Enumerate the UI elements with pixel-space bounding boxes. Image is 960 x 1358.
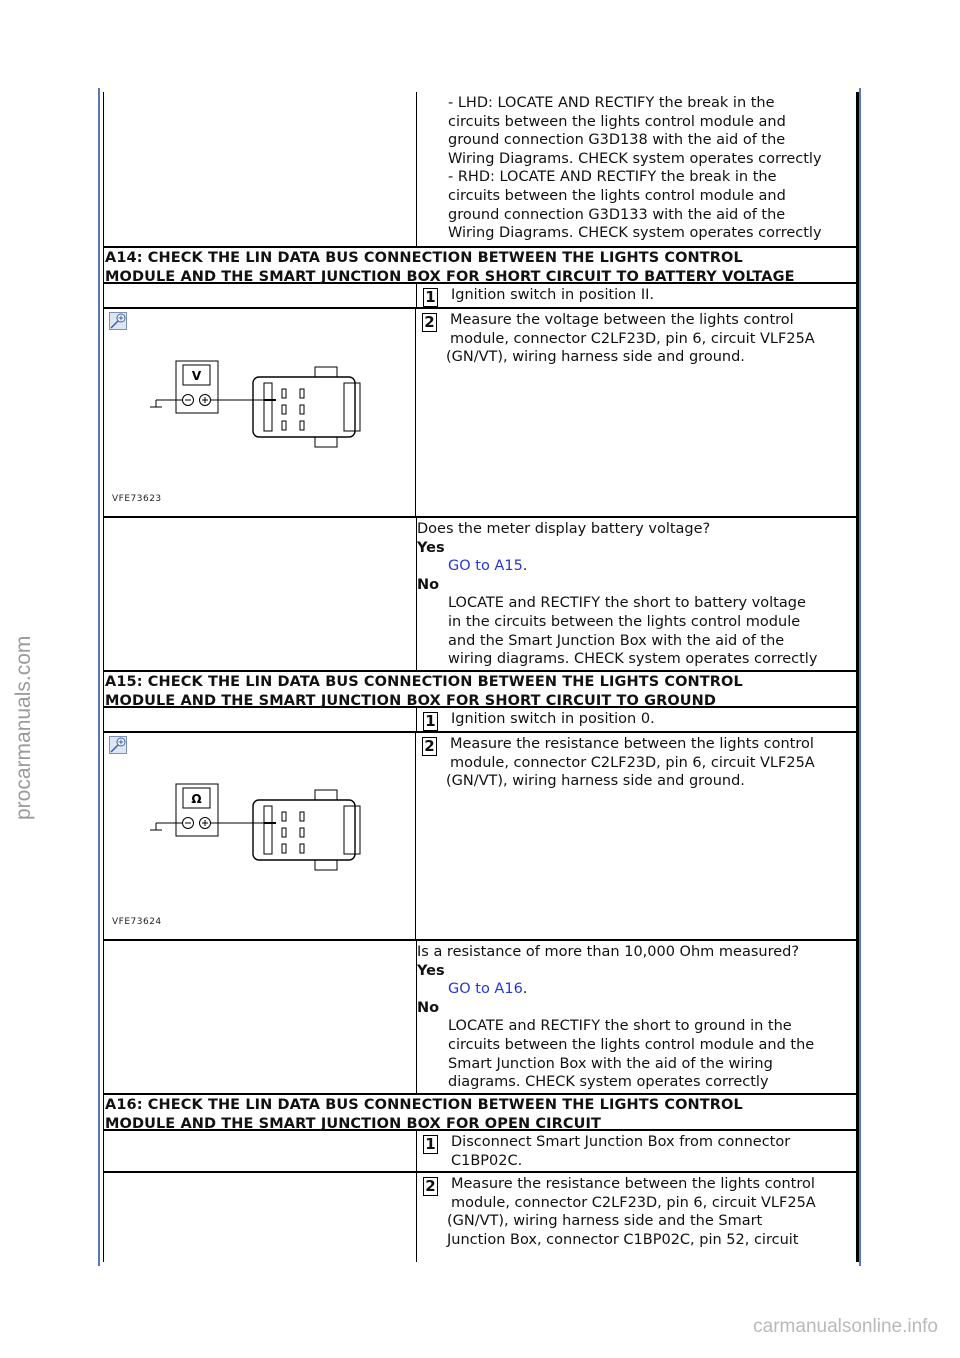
a15-question: Is a resistance of more than 10,000 Ohm measured? xyxy=(417,944,800,960)
a15-question-row: Is a resistance of more than 10,000 Ohm measured? Yes GO to A16. No LOCATE and RECTIFY the short to ground in the circuits between the lights control module and the Smart Junction Box with the aid of the wiring diagrams. CHECK system operates correctly xyxy=(104,941,856,1093)
step-number: 2 xyxy=(422,737,437,756)
a15-heading xyxy=(104,670,856,708)
yes-label: Yes xyxy=(417,962,445,979)
step-number: 1 xyxy=(423,1135,438,1154)
voltmeter-connector-diagram xyxy=(104,309,415,518)
intro-line: circuits between the lights control module and xyxy=(448,113,786,130)
intro-row xyxy=(104,92,856,246)
a16-heading-line2: MODULE AND THE SMART JUNCTION BOX FOR OPEN CIRCUIT xyxy=(105,1116,601,1132)
figure-id: VFE73623 xyxy=(112,494,162,504)
side-watermark: procarmanuals.com xyxy=(12,635,35,820)
step-number: 1 xyxy=(423,288,438,307)
document-table xyxy=(103,92,859,1262)
step-number: 2 xyxy=(423,1177,438,1196)
a16-step2-row xyxy=(104,1173,856,1262)
right-margin-rule xyxy=(859,88,861,1266)
step-number: 1 xyxy=(423,712,438,731)
a14-step2-text: Measure the voltage between the lights control module, connector C2LF23D, pin 6, circuit VLF25A (GN/VT), wiring harness side and ground. xyxy=(446,312,815,366)
intro-line: - RHD: LOCATE AND RECTIFY the break in the xyxy=(448,169,777,186)
a14-question: Does the meter display battery voltage? xyxy=(417,521,711,537)
left-margin-rule xyxy=(98,88,100,1266)
intro-line: Wiring Diagrams. CHECK system operates correctly xyxy=(448,150,822,167)
a16-heading xyxy=(104,1093,856,1131)
a15-figure xyxy=(104,733,415,939)
no-label: No xyxy=(417,999,440,1016)
a15-step2-row xyxy=(104,733,856,941)
a15-step1-text: Ignition switch in position 0. xyxy=(451,711,655,727)
ohmmeter-connector-diagram xyxy=(104,733,415,941)
a14-step1-row xyxy=(104,284,856,309)
a14-step2-row xyxy=(104,309,856,518)
a15-step2-text: Measure the resistance between the lights control module, connector C2LF23D, pin 6, circuit VLF25A (GN/VT), wiring harness side and ground. xyxy=(446,736,815,790)
a15-heading-line2: MODULE AND THE SMART JUNCTION BOX FOR SHORT CIRCUIT TO GROUND xyxy=(105,693,717,709)
intro-line: circuits between the lights control module and xyxy=(448,187,786,204)
go-to-a16-link[interactable]: GO to A16 xyxy=(448,981,523,998)
meter-symbol: V xyxy=(191,369,202,383)
no-label: No xyxy=(417,576,440,593)
a14-heading xyxy=(104,246,856,284)
intro-line: ground connection G3D133 with the aid of the xyxy=(448,206,786,223)
a14-question-row: Does the meter display battery voltage? Yes GO to A15. No LOCATE and RECTIFY the short to battery voltage in the circuits between the lights control module and the Smart Junction Box with the aid of the wiring diagrams. CHECK system operates correctly xyxy=(104,518,856,670)
meter-symbol: Ω xyxy=(191,792,202,806)
a14-step1-text: Ignition switch in position II. xyxy=(451,287,655,303)
intro-line: ground connection G3D138 with the aid of the xyxy=(448,132,786,149)
a16-heading-line1: A16: CHECK THE LIN DATA BUS CONNECTION BETWEEN THE LIGHTS CONTROL xyxy=(105,1097,743,1113)
a16-step2-text: Measure the resistance between the lights control module, connector C2LF23D, pin 6, circuit VLF25A (GN/VT), wiring harness side and the Smart Junction Box, connector C1BP02C, pin 52, circuit xyxy=(447,1176,816,1248)
a16-step1-text: Disconnect Smart Junction Box from connector C1BP02C. xyxy=(451,1134,791,1169)
a15-step1-row xyxy=(104,708,856,733)
a14-no-text: LOCATE and RECTIFY the short to battery voltage in the circuits between the lights control module and the Smart Junction Box with the aid of the wiring diagrams. CHECK system operates correctly xyxy=(448,595,818,668)
a15-no-text: LOCATE and RECTIFY the short to ground in the circuits between the lights control module and the Smart Junction Box with the aid of the wiring diagrams. CHECK system operates correctly xyxy=(448,1018,815,1091)
intro-line: Wiring Diagrams. CHECK system operates correctly xyxy=(448,225,822,242)
figure-id: VFE73624 xyxy=(112,917,162,927)
a14-figure xyxy=(104,309,415,516)
a15-heading-line1: A15: CHECK THE LIN DATA BUS CONNECTION BETWEEN THE LIGHTS CONTROL xyxy=(105,674,743,690)
a14-heading-line1: A14: CHECK THE LIN DATA BUS CONNECTION BETWEEN THE LIGHTS CONTROL xyxy=(105,250,743,266)
intro-line: - LHD: LOCATE AND RECTIFY the break in the xyxy=(448,95,775,111)
step-number: 2 xyxy=(422,313,437,332)
a14-heading-line2: MODULE AND THE SMART JUNCTION BOX FOR SHORT CIRCUIT TO BATTERY VOLTAGE xyxy=(105,269,795,285)
go-to-a15-link[interactable]: GO to A15 xyxy=(448,558,523,575)
footer-watermark: carmanualsonline.info xyxy=(753,1316,938,1337)
intro-text xyxy=(416,92,856,246)
yes-label: Yes xyxy=(417,539,445,556)
a16-step1-row xyxy=(104,1131,856,1173)
